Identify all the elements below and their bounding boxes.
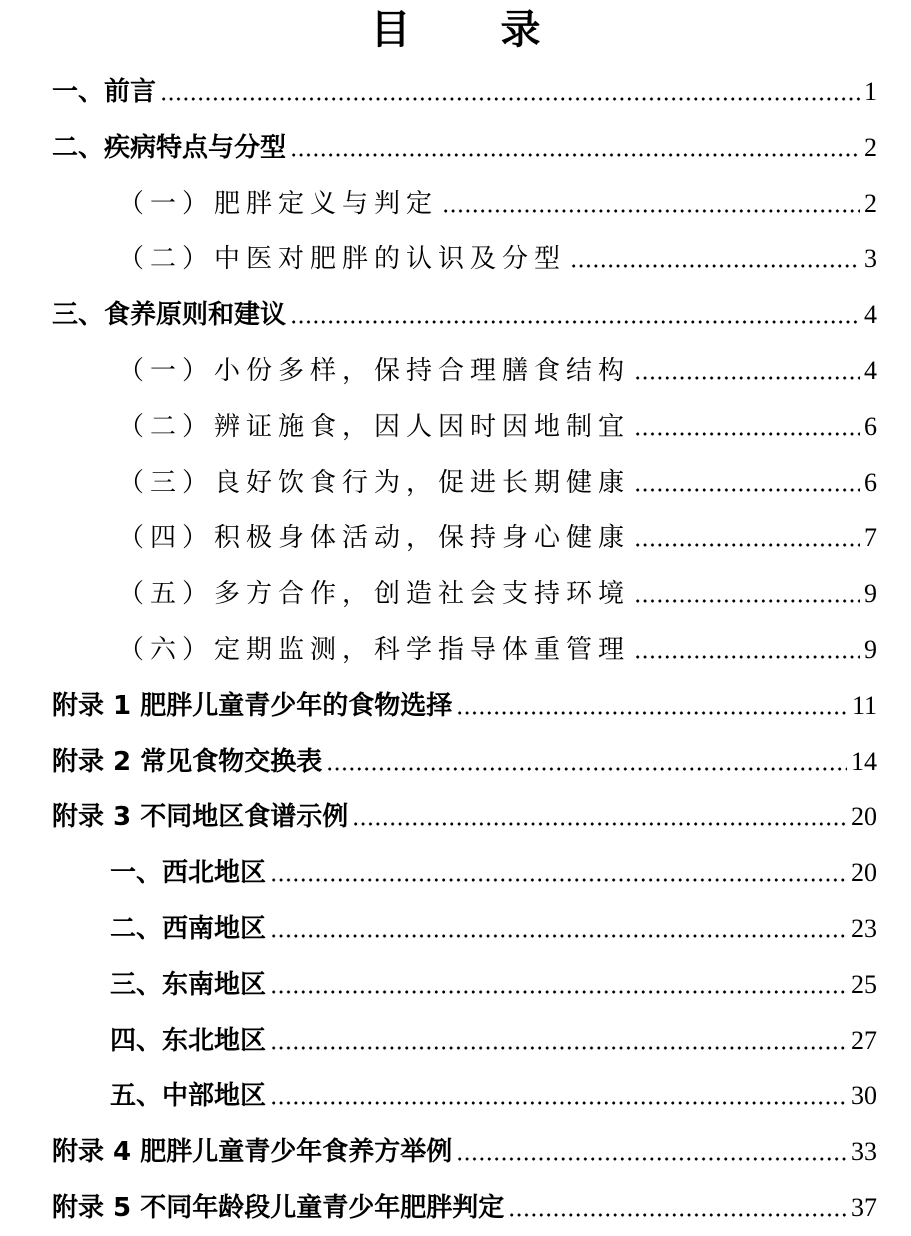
toc-entry[interactable] xyxy=(118,622,877,678)
dot-leader xyxy=(290,320,860,324)
toc-entry-page: 9 xyxy=(864,635,877,664)
toc-entry-label: 四、东北地区 xyxy=(110,1025,267,1056)
toc-entry-label: （二）中医对肥胖的认识及分型 xyxy=(118,244,567,275)
toc-entry[interactable] xyxy=(118,566,877,622)
toc-entry-label: 附录 3 不同地区食谱示例 xyxy=(52,802,349,833)
dot-leader xyxy=(290,153,860,157)
toc-entry-page: 9 xyxy=(864,579,877,609)
toc-entry-page: 33 xyxy=(851,1137,877,1167)
dot-leader xyxy=(270,990,847,994)
toc-entry[interactable] xyxy=(52,64,877,120)
toc-entry[interactable] xyxy=(110,1013,877,1069)
toc-entry[interactable] xyxy=(52,678,877,734)
dot-leader xyxy=(270,934,847,938)
dot-leader xyxy=(456,1157,847,1161)
toc-entry-page: 37 xyxy=(851,1193,877,1222)
dot-leader xyxy=(634,376,860,380)
toc-entry-page: 6 xyxy=(864,467,877,497)
toc-entry[interactable] xyxy=(118,455,877,511)
toc-entry-page: 4 xyxy=(864,300,877,330)
dot-leader xyxy=(456,711,848,715)
dot-leader xyxy=(160,97,860,101)
toc-entry[interactable] xyxy=(118,343,877,399)
dot-leader xyxy=(508,1213,847,1217)
toc-entry-page: 27 xyxy=(851,1025,877,1055)
toc-title: 目 录 xyxy=(370,7,579,53)
dot-leader xyxy=(570,264,860,268)
toc-entry-label: 一、西北地区 xyxy=(110,858,267,889)
toc-entry-label: （一）肥胖定义与判定 xyxy=(118,188,439,219)
toc-entry[interactable] xyxy=(110,901,877,957)
toc-entry[interactable] xyxy=(52,120,877,176)
toc-entry[interactable] xyxy=(118,231,877,287)
toc-entry-page: 14 xyxy=(851,746,877,776)
toc-entry[interactable] xyxy=(118,399,877,455)
toc-entry-label: 三、食养原则和建议 xyxy=(52,300,287,331)
toc-entry-page: 30 xyxy=(851,1081,877,1111)
toc-entry[interactable] xyxy=(110,957,877,1013)
toc-entry-page: 20 xyxy=(851,802,877,832)
toc-entry-label: 附录 1 肥胖儿童青少年的食物选择 xyxy=(52,690,453,721)
toc-entry-label: 三、东南地区 xyxy=(110,969,267,1000)
toc-entry-label: 附录 2 常见食物交换表 xyxy=(52,746,323,777)
toc-entry-label: 一、前言 xyxy=(52,77,157,107)
dot-leader xyxy=(270,1046,847,1050)
toc-entry-page: 11 xyxy=(851,690,877,720)
toc-entry-page: 2 xyxy=(864,132,877,162)
dot-leader xyxy=(442,209,860,213)
toc-entry[interactable] xyxy=(52,789,877,845)
toc-entry-label: 二、西南地区 xyxy=(110,914,267,944)
dot-leader xyxy=(270,878,847,882)
toc-entry-label: 二、疾病特点与分型 xyxy=(52,132,287,163)
toc-entry-page: 3 xyxy=(864,244,877,274)
dot-leader xyxy=(634,432,860,436)
toc-entry-label: 附录 5 不同年龄段儿童青少年肥胖判定 xyxy=(52,1193,505,1223)
toc-entry-page: 23 xyxy=(851,914,877,943)
toc-entry-label: （三）良好饮食行为，促进长期健康 xyxy=(118,467,631,498)
toc-entry-page: 4 xyxy=(864,356,877,385)
dot-leader xyxy=(634,655,860,659)
toc-entry-page: 7 xyxy=(864,523,877,553)
toc-entry-page: 2 xyxy=(864,188,877,218)
toc-entry-label: （五）多方合作，创造社会支持环境 xyxy=(118,579,631,610)
toc-entry[interactable] xyxy=(118,176,877,232)
toc-entry[interactable] xyxy=(110,845,877,901)
toc-entry-page: 6 xyxy=(864,411,877,441)
toc-entry[interactable] xyxy=(52,287,877,343)
toc-entry-label: （二）辨证施食，因人因时因地制宜 xyxy=(118,411,631,442)
toc-entry[interactable] xyxy=(118,510,877,566)
toc-entry-label: （六）定期监测，科学指导体重管理 xyxy=(118,635,631,665)
toc-entry[interactable] xyxy=(52,734,877,790)
dot-leader xyxy=(352,822,847,826)
toc-entry-page: 1 xyxy=(864,77,877,106)
toc-entry[interactable] xyxy=(110,1068,877,1124)
dot-leader xyxy=(270,1101,847,1105)
dot-leader xyxy=(634,599,860,603)
dot-leader xyxy=(634,543,860,547)
dot-leader xyxy=(634,488,860,492)
toc-entry-label: （四）积极身体活动，保持身心健康 xyxy=(118,523,631,554)
dot-leader xyxy=(326,767,847,771)
toc-entry-label: 五、中部地区 xyxy=(110,1081,267,1112)
toc-entry[interactable] xyxy=(52,1180,877,1236)
toc-entry[interactable] xyxy=(52,1124,877,1180)
toc-entry-page: 25 xyxy=(851,969,877,999)
toc-entry-label: 附录 4 肥胖儿童青少年食养方举例 xyxy=(52,1137,453,1168)
toc-entry-page: 20 xyxy=(851,858,877,888)
toc-entry-label: （一）小份多样，保持合理膳食结构 xyxy=(118,356,631,386)
